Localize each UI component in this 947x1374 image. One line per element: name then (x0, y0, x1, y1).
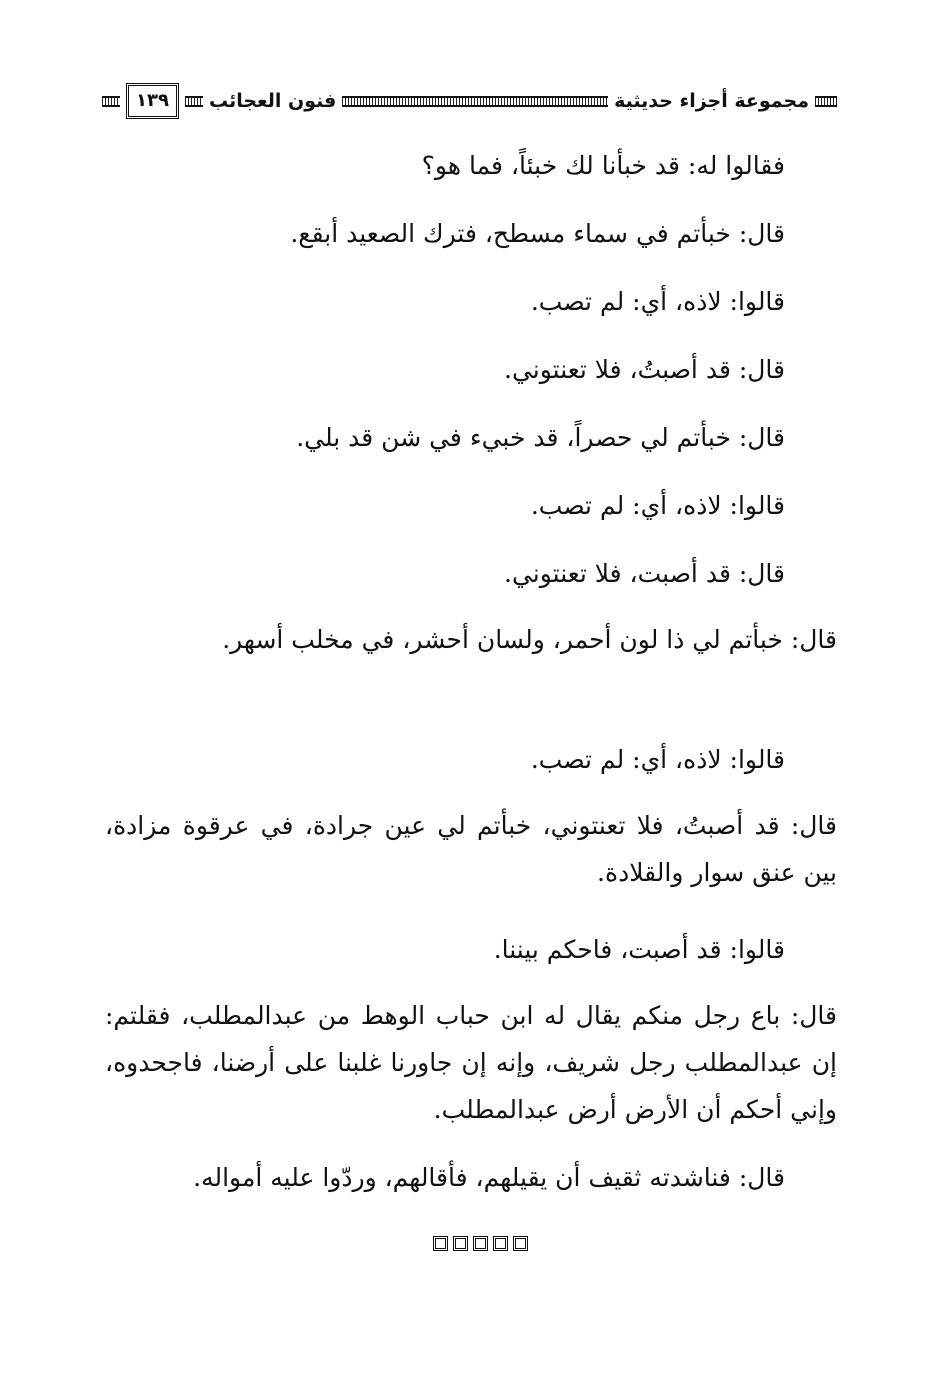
ornament-square-icon (493, 1236, 508, 1251)
paragraph-3: قالوا: لاذه، أي: لم تصب. (530, 287, 785, 316)
paragraph-6: قالوا: لاذه، أي: لم تصب. (530, 491, 785, 520)
ornament-square-icon (513, 1236, 528, 1251)
paragraph-13: قال: فناشدته ثقيف أن يقيلهم، فأقالهم، وردّوا عليه أمواله. (193, 1163, 785, 1192)
paragraph-11: قالوا: قد أصبت، فاحكم بيننا. (493, 935, 785, 964)
end-ornament (420, 1236, 540, 1256)
paragraph-9: قالوا: لاذه، أي: لم تصب. (530, 745, 785, 774)
paragraph-4: قال: قد أصبتُ، فلا تعنتوني. (504, 355, 785, 384)
section-title: فنون العجائب (208, 90, 337, 112)
paragraph-8: قال: خبأتم لي ذا لون أحمر، ولسان أحشر، في مخلب أسهر. (222, 625, 837, 654)
header-rule-separator (185, 96, 203, 107)
paragraph-5: قال: خبأتم لي حصراً، قد خبيء في شن قد بلي. (296, 423, 785, 452)
body-text (105, 140, 837, 1212)
paragraph-10: قال: قد أصبتُ، فلا تعنتوني، خبأتم لي عين جرادة، في عرقوة مزادة، بين عنق سوار والقلادة. (105, 811, 837, 887)
ornament-square-icon (433, 1236, 448, 1251)
header-rule-middle (342, 96, 608, 107)
header-rule-right (815, 96, 837, 107)
paragraph-7: قال: قد أصبت، فلا تعنتوني. (504, 559, 785, 588)
ornament-square-icon (473, 1236, 488, 1251)
paragraph-1: فقالوا له: قد خبأنا لك خبئاً، فما هو؟ (421, 151, 785, 180)
page-number: ١٣٩ (126, 83, 179, 119)
ornament-square-icon (453, 1236, 468, 1251)
paragraph-2: قال: خبأتم في سماء مسطح، فترك الصعيد أبقع. (290, 219, 785, 248)
book-title: مجموعة أجزاء حديثية (614, 90, 809, 112)
paragraph-12: قال: باع رجل منكم يقال له ابن حباب الوهط من عبدالمطلب، فقلتم: إن عبدالمطلب رجل شريف، وإنه إن جاورنا غلبنا على أرضنا، فاجحدوه، وإني أحكم أن الأرض أرض عبدالمطلب. (105, 1001, 837, 1124)
running-header (102, 80, 837, 122)
header-rule-left (102, 96, 120, 107)
